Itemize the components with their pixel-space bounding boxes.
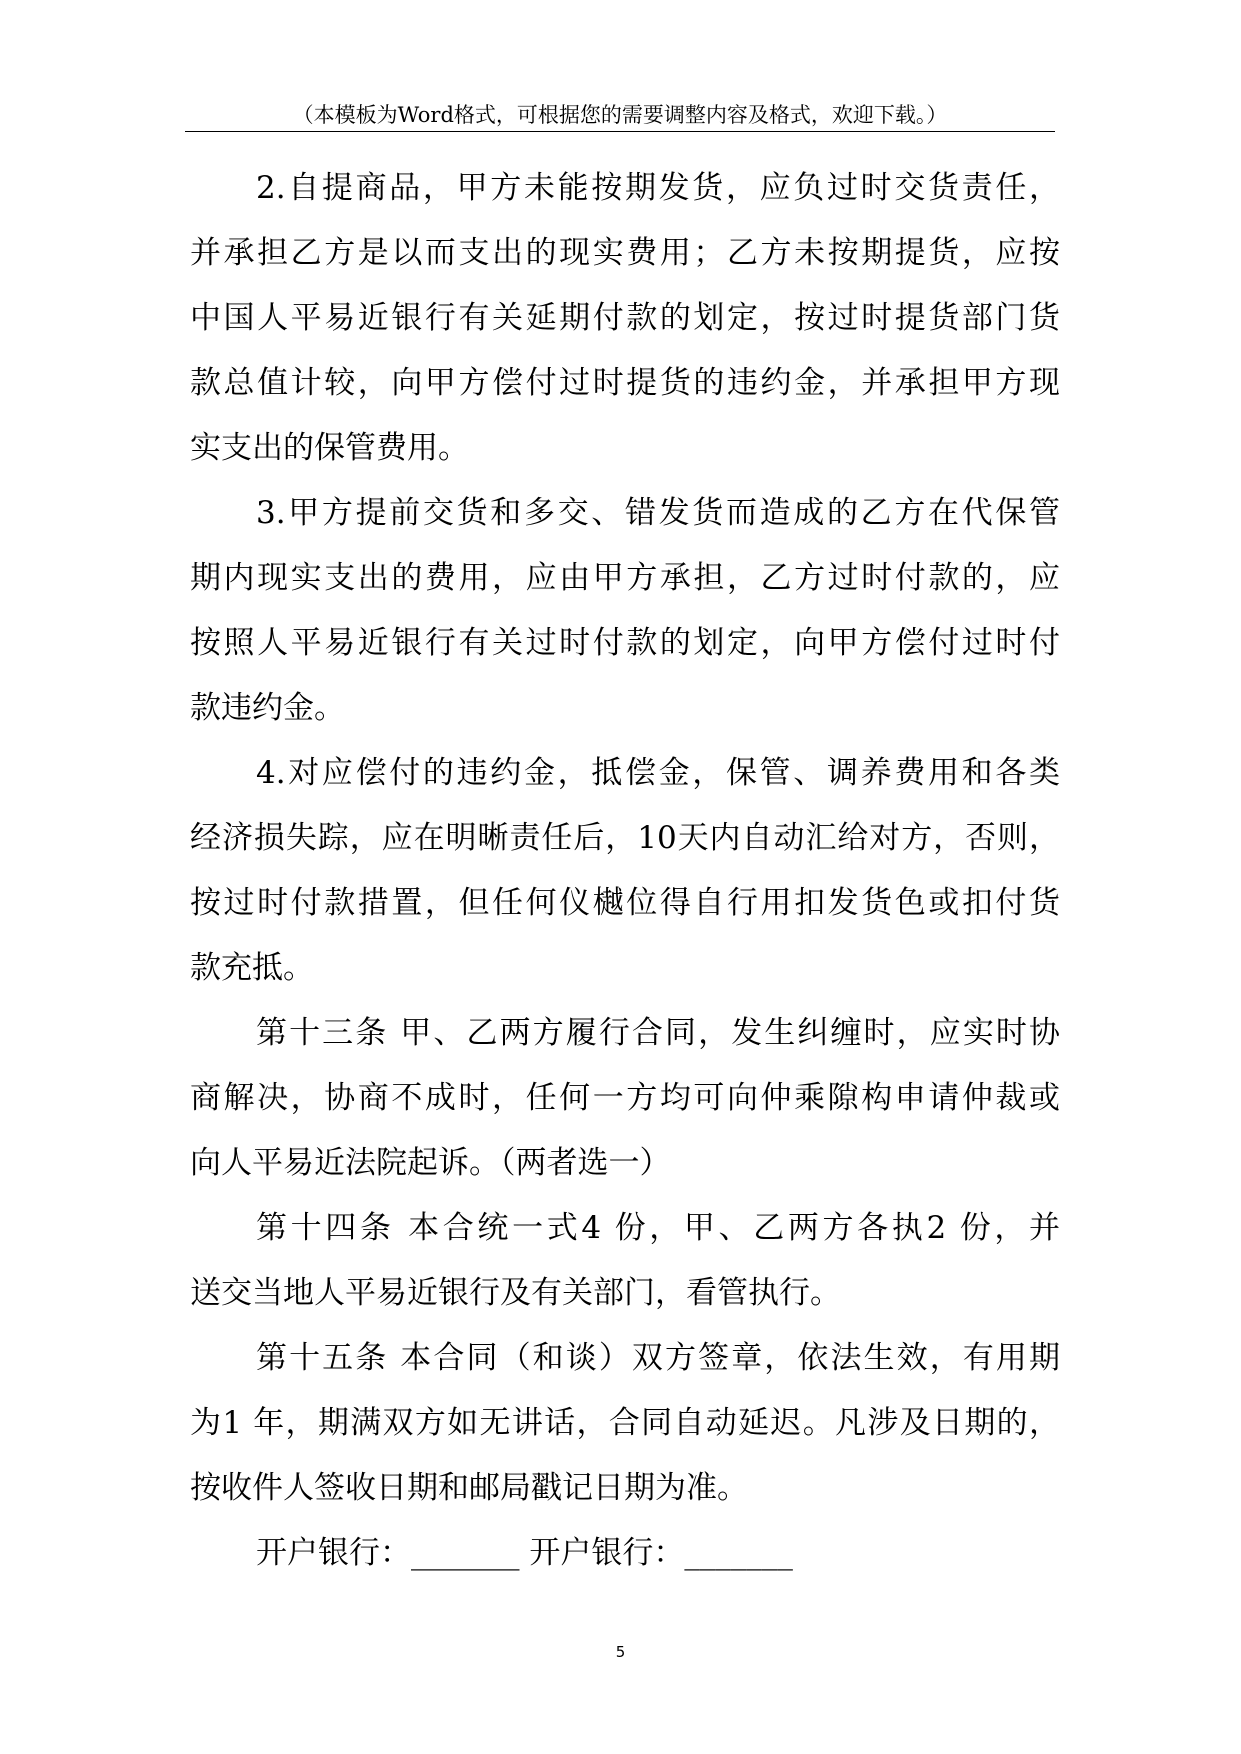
header-note: （本模板为Word格式，可根据您的需要调整内容及格式，欢迎下载。） — [292, 103, 948, 127]
text-line: 第十三条 甲、乙两方履行合同，发生纠缠时，应实时协 — [256, 1015, 1060, 1051]
text-line: 期内现实支出的费用，应由甲方承担，乙方过时付款的，应 — [190, 560, 1060, 596]
paragraph — [190, 741, 1060, 1001]
text-line: 向人平易近法院起诉。（两者选一） — [190, 1145, 671, 1181]
text-line: 商解决，协商不成时，任何一方均可向仲乘隙构申请仲裁或 — [190, 1080, 1060, 1116]
paragraph — [190, 1326, 1060, 1521]
text-line: 按照人平易近银行有关过时付款的划定，向甲方偿付过时付 — [190, 625, 1060, 661]
text-line: 4.对应偿付的违约金，抵偿金，保管、调养费用和各类 — [256, 755, 1060, 791]
paragraph — [190, 1521, 1060, 1586]
page-number: 5 — [615, 1643, 626, 1661]
text-line: 实支出的保管费用。 — [190, 430, 469, 466]
text-line: 3.甲方提前交货和多交、错发货而造成的乙方在代保管 — [256, 495, 1060, 531]
paragraph — [190, 1196, 1060, 1326]
text-line: 经济损失踪，应在明晰责任后，10天内自动汇给对方，否则， — [190, 820, 1060, 856]
paragraph — [190, 481, 1060, 741]
text-line: 为1 年，期满双方如无讲话，合同自动延迟。凡涉及日期的， — [190, 1405, 1060, 1441]
text-line: 第十五条 本合同（和谈）双方签章，依法生效，有用期 — [256, 1340, 1060, 1376]
paragraph — [190, 1001, 1060, 1196]
text-line: 中国人平易近银行有关延期付款的划定，按过时提货部门货 — [190, 300, 1060, 336]
paragraph — [190, 156, 1060, 481]
text-line: 按过时付款措置，但任何仪樾位得自行用扣发货色或扣付货 — [190, 885, 1060, 921]
text-line: 送交当地人平易近银行及有关部门，看管执行。 — [190, 1275, 841, 1311]
text-line: 款违约金。 — [190, 690, 345, 726]
text-line: 款充抵。 — [190, 950, 314, 986]
document-body — [190, 156, 1060, 1586]
text-line: 按收件人签收日期和邮局戳记日期为准。 — [190, 1470, 748, 1506]
text-line: 并承担乙方是以而支出的现实费用；乙方未按期提货，应按 — [190, 235, 1060, 271]
bank-account-line: 开户银行：_______ 开户银行：_______ — [256, 1535, 793, 1571]
text-line: 款总值计较，向甲方偿付过时提货的违约金，并承担甲方现 — [190, 365, 1060, 401]
text-line: 2.自提商品，甲方未能按期发货，应负过时交货责任， — [256, 170, 1060, 206]
header-divider — [185, 131, 1055, 132]
text-line: 第十四条 本合统一式4 份，甲、乙两方各执2 份，并 — [256, 1210, 1060, 1246]
